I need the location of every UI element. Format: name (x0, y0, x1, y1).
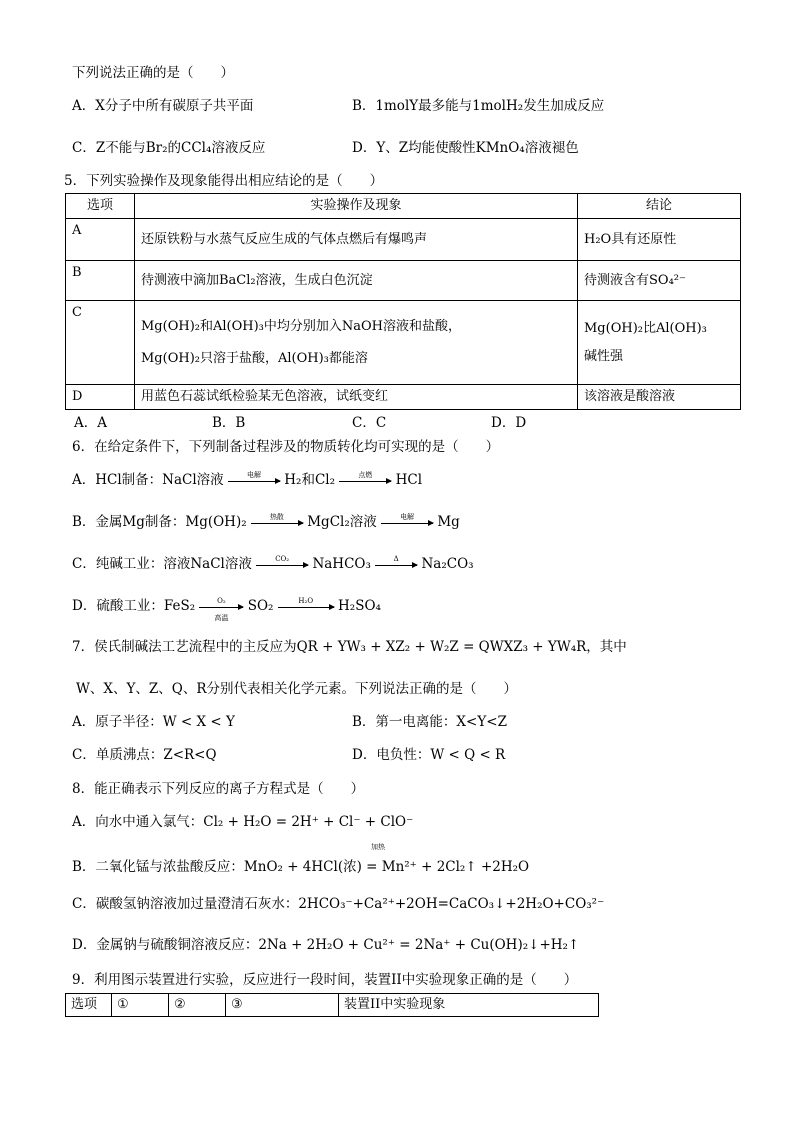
reaction-arrow-icon (375, 554, 417, 566)
arrow-condition: 点燃 (358, 470, 373, 479)
arrow-condition: 热散 (269, 512, 284, 521)
reaction-arrow-icon (228, 470, 280, 482)
table-row (66, 219, 741, 261)
q5-choice-d[interactable]: D．D (491, 415, 527, 431)
q8-option-b[interactable]: B．二氧化锰与浓盐酸反应：MnO₂ + 4HCl(浓) = Mn²⁺ + 2Cl₂↑ +2H₂O (72, 859, 530, 875)
q9-stem: 9．利用图示装置进行实验，反应进行一段时间，装置II中实验现象正确的是（ ） (72, 972, 578, 988)
option-text: NaHCO₃ (312, 556, 371, 572)
table-row (66, 385, 741, 410)
q4-option-d[interactable]: D．Y、Z均能使酸性KMnO₄溶液褪色 (352, 140, 579, 156)
option-text: Mg (437, 514, 460, 530)
reaction-arrow-icon (381, 512, 433, 524)
arrow-condition: Δ (393, 554, 399, 563)
option-text: A．HCl制备：NaCl溶液 (72, 472, 224, 488)
q8-option-a[interactable]: A．向水中通入氯气：Cl₂ + H₂O = 2H⁺ + Cl⁻ + ClO⁻ (72, 814, 414, 830)
q5-stem: 5．下列实验操作及现象能得出相应结论的是（ ） (64, 173, 384, 189)
q9-table (65, 993, 599, 1017)
table-row (66, 301, 741, 385)
q8-option-c[interactable]: C．碳酸氢钠溶液加过量澄清石灰水：2HCO₃⁻+Ca²⁺+2OH=CaCO₃↓+2H₂O+CO₃²⁻ (72, 896, 605, 912)
q7-option-d[interactable]: D．电负性：W < Q < R (352, 747, 506, 763)
q7-option-b[interactable]: B．第一电离能：X<Y<Z (352, 714, 507, 730)
table-cell-conclusion: 待测液含有SO₄²⁻ (578, 261, 741, 301)
table-cell-conclusion: H₂O具有还原性 (578, 219, 741, 261)
arrow-condition: CO₂ (275, 554, 290, 563)
table-cell-operation: 待测液中滴加BaCl₂溶液，生成白色沉淀 (135, 261, 578, 301)
reaction-arrow-icon (251, 512, 303, 524)
table-cell-operation (135, 301, 578, 385)
q7-stem: 7．侯氏制碱法工艺流程中的主反应为QR + YW₃ + XZ₂ + W₂Z = QWXZ₃ + YW₄R，其中 (72, 639, 627, 655)
q6-option-b[interactable] (72, 512, 460, 532)
table-row (66, 261, 741, 301)
table-cell-conclusion (578, 301, 741, 385)
conclusion-line-1: Mg(OH)₂比Al(OH)₃ (584, 320, 707, 336)
option-text: HCl (395, 472, 423, 488)
table-cell-operation: 还原铁粉与水蒸气反应生成的气体点燃后有爆鸣声 (135, 219, 578, 261)
reaction-arrow-icon (278, 596, 334, 608)
table-cell-option: C (66, 301, 135, 385)
conclusion-line-2: 碱性强 (584, 348, 624, 364)
option-text: MgCl₂溶液 (307, 514, 377, 530)
q6-option-a[interactable] (72, 470, 422, 490)
q4-option-c[interactable]: C．Z不能与Br₂的CCl₄溶液反应 (72, 140, 266, 156)
operation-line-1: Mg(OH)₂和Al(OH)₃中均分别加入NaOH溶液和盐酸， (141, 318, 461, 334)
q5-choice-b[interactable]: B．B (212, 415, 246, 431)
table-header: ② (169, 994, 226, 1017)
option-text: H₂和Cl₂ (284, 472, 336, 488)
option-text: SO₂ (247, 598, 274, 614)
table-header-row (66, 994, 599, 1017)
table-header: 结论 (578, 194, 741, 219)
q7-stem-continued: W、X、Y、Z、Q、R分别代表相关化学元素。下列说法正确的是（ ） (76, 681, 518, 697)
q7-option-c[interactable]: C．单质沸点：Z<R<Q (72, 747, 217, 763)
table-header: 装置II中实验现象 (339, 994, 599, 1017)
table-header: ③ (226, 994, 339, 1017)
table-cell-operation: 用蓝色石蕊试纸检验某无色溶液，试纸变红 (135, 385, 578, 410)
table-cell-conclusion: 该溶液是酸溶液 (578, 385, 741, 410)
arrow-condition: 高温 (214, 613, 229, 622)
table-header-row (66, 194, 741, 219)
reaction-arrow-icon (339, 470, 391, 482)
q7-option-a[interactable]: A．原子半径：W < X < Y (72, 714, 235, 730)
intro-stem: 下列说法正确的是（ ） (72, 65, 234, 81)
q6-option-c[interactable] (72, 554, 474, 574)
q5-choice-a[interactable]: A．A (74, 415, 107, 431)
table-header: 实验操作及现象 (135, 194, 578, 219)
table-cell-option: D (66, 385, 135, 410)
q8-b-condition: 加热 (371, 843, 385, 851)
arrow-condition: 电解 (400, 512, 415, 521)
reaction-arrow-icon (256, 554, 308, 566)
table-cell-option: B (66, 261, 135, 301)
option-text: Na₂CO₃ (421, 556, 474, 572)
arrow-condition: H₂O (298, 596, 314, 605)
q4-option-a[interactable]: A．X分子中所有碳原子共平面 (72, 98, 254, 114)
arrow-condition: 电解 (246, 470, 261, 479)
reaction-arrow-icon (199, 596, 243, 622)
q6-stem: 6．在给定条件下，下列制备过程涉及的物质转化均可实现的是（ ） (72, 439, 500, 455)
q5-table (65, 193, 741, 410)
arrow-condition: O₂ (217, 596, 226, 605)
table-header: ① (112, 994, 169, 1017)
option-text: H₂SO₄ (338, 598, 381, 614)
operation-line-2: Mg(OH)₂只溶于盐酸，Al(OH)₃都能溶 (141, 350, 368, 366)
q8-option-d[interactable]: D．金属钠与硫酸铜溶液反应：2Na + 2H₂O + Cu²⁺ = 2Na⁺ + Cu(OH)₂↓+H₂↑ (72, 937, 580, 953)
table-header: 选项 (66, 994, 112, 1017)
q6-option-d[interactable] (72, 596, 381, 622)
q5-choice-c[interactable]: C．C (352, 415, 387, 431)
table-cell-option: A (66, 219, 135, 261)
option-text: B．金属Mg制备：Mg(OH)₂ (72, 514, 247, 530)
option-text: D．硫酸工业：FeS₂ (72, 598, 196, 614)
table-header: 选项 (66, 194, 135, 219)
q4-option-b[interactable]: B．1molY最多能与1molH₂发生加成反应 (352, 98, 605, 114)
q8-stem: 8．能正确表示下列反应的离子方程式是（ ） (72, 781, 365, 797)
option-text: C．纯碱工业：溶液NaCl溶液 (72, 556, 252, 572)
